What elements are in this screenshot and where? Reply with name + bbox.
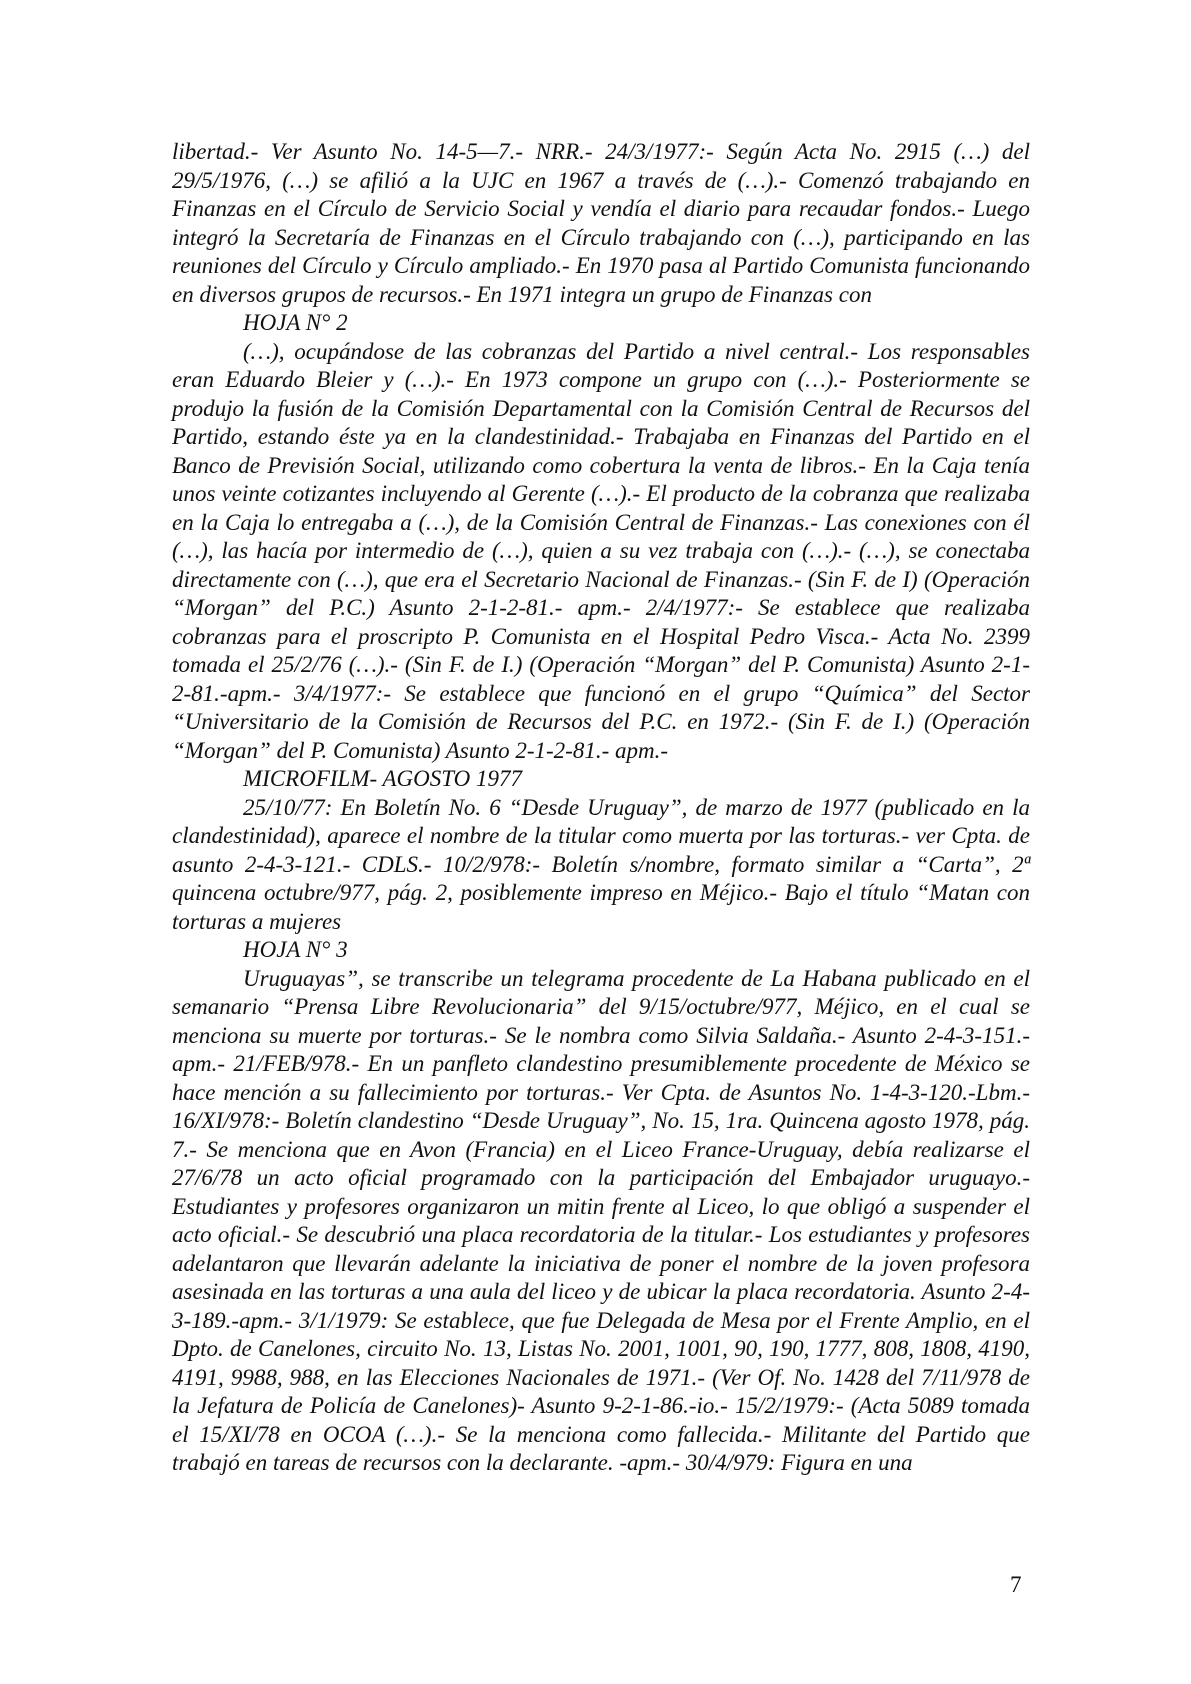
document-page [172, 138, 1030, 1478]
paragraph-3: 25/10/77: En Boletín No. 6 “Desde Uruguay”, de marzo de 1977 (publicado en la clandestinidad), aparece el nombre de la titular como muerta por las torturas.- ver Cpta. de asunto 2-4-3-121.- CDLS.- 10/2/978:- Boletín s/nombre, formato similar a “Carta”, 2ª quincena octubre/977, pág. 2, posiblemente impreso en Méjico.- Bajo el título “Matan con torturas a mujeres [172, 794, 1030, 934]
sheet-heading-2: HOJA N° 2 [243, 310, 348, 335]
microfilm-heading: MICROFILM- AGOSTO 1977 [243, 766, 522, 791]
sheet-heading-3: HOJA N° 3 [243, 937, 348, 962]
paragraph-4: Uruguayas”, se transcribe un telegrama procedente de La Habana publicado en el semanario “Prensa Libre Revolucionaria” del 9/15/octubre/977, Méjico, en el cual se menciona su muerte por torturas.- Se le nombra como Silvia Saldaña.- Asunto 2-4-3-151.-apm.- 21/FEB/978.- En un panfleto clandestino presumiblemente procedente de México se hace mención a su fallecimiento por torturas.- Ver Cpta. de Asuntos No. 1-4-3-120.-Lbm.- 16/XI/978:- Boletín clandestino “Desde Uruguay”, No. 15, 1ra. Quincena agosto 1978, pág. 7.- Se menciona que en Avon (Francia) en el Liceo France-Uruguay, debía realizarse el 27/6/78 un acto oficial programado con la participación del Embajador uruguayo.- Estudiantes y profesores organizaron un mitin frente al Liceo, lo que obligó a suspender el acto oficial.- Se descubrió una placa recordatoria de la titular.- Los estudiantes y profesores adelantaron que llevarán adelante la iniciativa de poner el nombre de la joven profesora asesinada en las torturas a una aula del liceo y de ubicar la placa recordatoria. Asunto 2-4-3-189.-apm.- 3/1/1979: Se establece, que fue Delegada de Mesa por el Frente Amplio, en el Dpto. de Canelones, circuito No. 13, Listas No. 2001, 1001, 90, 190, 1777, 808, 1808, 4190, 4191, 9988, 988, en las Elecciones Nacionales de 1971.- (Ver Of. No. 1428 del 7/11/978 de la Jefatura de Policía de Canelones)- Asunto 9-2-1-86.-io.- 15/2/1979:- (Acta 5089 tomada el 15/XI/78 en OCOA (…).- Se la menciona como fallecida.- Militante del Partido que trabajó en tareas de recursos con la declarante. -apm.- 30/4/979: Figura en una [172, 965, 1030, 1475]
page-number: 7 [1010, 1572, 1022, 1597]
paragraph-1: libertad.- Ver Asunto No. 14-5—7.- NRR.- 24/3/1977:- Según Acta No. 2915 (…) del 29/5/1976, (…) se afilió a la UJC en 1967 a través de (…).- Comenzó trabajando en Finanzas en el Círculo de Servicio Social y vendía el diario para recaudar fondos.- Luego integró la Secretaría de Finanzas en el Círculo trabajando con (…), participando en las reuniones del Círculo y Círculo ampliado.- En 1970 pasa al Partido Comunista funcionando en diversos grupos de recursos.- En 1971 integra un grupo de Finanzas con [172, 139, 1030, 307]
paragraph-2: (…), ocupándose de las cobranzas del Partido a nivel central.- Los responsables eran Eduardo Bleier y (…).- En 1973 compone un grupo con (…).- Posteriormente se produjo la fusión de la Comisión Departamental con la Comisión Central de Recursos del Partido, estando éste ya en la clandestinidad.- Trabajaba en Finanzas del Partido en el Banco de Previsión Social, utilizando como cobertura la venta de libros.- En la Caja tenía unos veinte cotizantes incluyendo al Gerente (…).- El producto de la cobranza que realizaba en la Caja lo entregaba a (…), de la Comisión Central de Finanzas.- Las conexiones con él (…), las hacía por intermedio de (…), quien a su vez trabaja con (…).- (…), se conectaba directamente con (…), que era el Secretario Nacional de Finanzas.- (Sin F. de I) (Operación “Morgan” del P.C.) Asunto 2-1-2-81.- apm.- 2/4/1977:- Se establece que realizaba cobranzas para el proscripto P. Comunista en el Hospital Pedro Visca.- Acta No. 2399 tomada el 25/2/76 (…).- (Sin F. de I.) (Operación “Morgan” del P. Comunista) Asunto 2-1-2-81.-apm.- 3/4/1977:- Se establece que funcionó en el grupo “Química” del Sector “Universitario de la Comisión de Recursos del P.C. en 1972.- (Sin F. de I.) (Operación “Morgan” del P. Comunista) Asunto 2-1-2-81.- apm.- [172, 338, 1030, 763]
